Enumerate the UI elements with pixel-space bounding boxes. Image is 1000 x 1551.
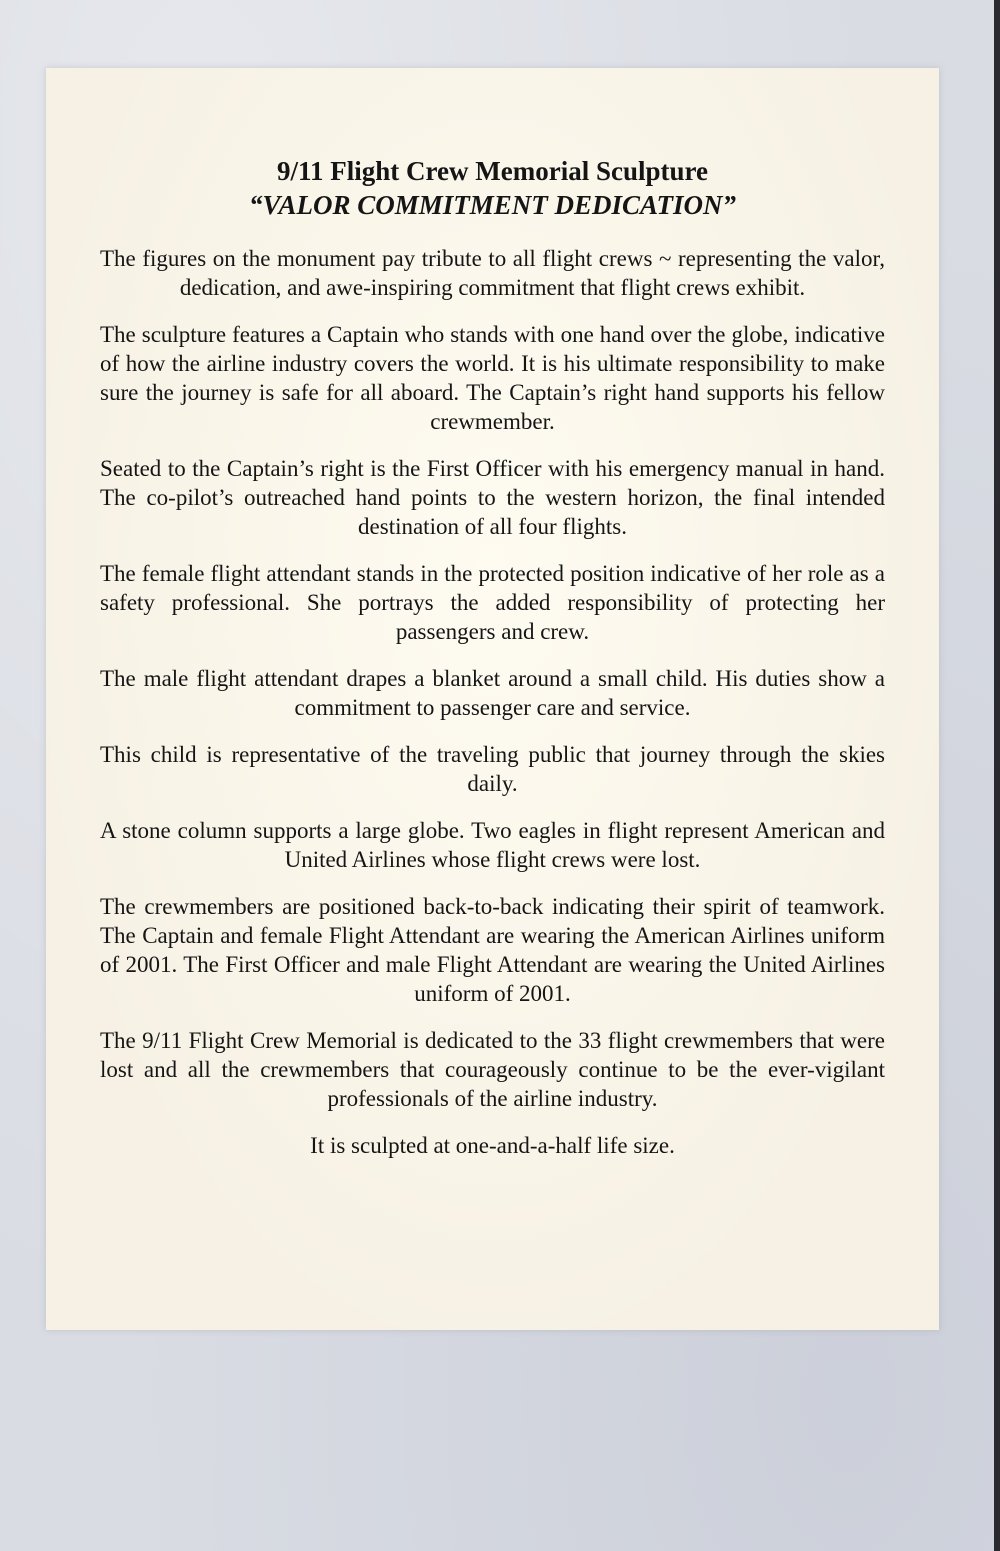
paragraph-first-officer: Seated to the Captain’s right is the First Officer with his emergency manual in hand. The co-pilot’s outreached hand points to the western horizon, the final intended destination of all four flights. xyxy=(100,456,885,539)
paragraph-child: This child is representative of the traveling public that journey through the skies daily. xyxy=(100,742,885,796)
paragraph-female-attendant: The female flight attendant stands in the protected position indicative of her role as a safety professional. She portrays the added responsibility of protecting her passengers and crew. xyxy=(100,561,885,644)
paragraph-male-attendant: The male flight attendant drapes a blanket around a small child. His duties show a commitment to passenger care and service. xyxy=(100,666,885,720)
paragraph-scale: It is sculpted at one-and-a-half life size. xyxy=(310,1133,675,1158)
paragraph-captain: The sculpture features a Captain who stands with one hand over the globe, indicative of how the airline industry covers the world. It is his ultimate responsibility to make sure the journey is safe for all aboard. The Captain’s right hand supports his fellow crewmember. xyxy=(100,322,885,434)
paragraph-column-eagles: A stone column supports a large globe. Two eagles in flight represent American and United Airlines whose flight crews were lost. xyxy=(100,818,885,872)
paragraph-tribute: The figures on the monument pay tribute to all flight crews ~ representing the valor, dedication, and awe-inspiring commitment that flight crews exhibit. xyxy=(100,246,885,300)
document-subtitle: “VALOR COMMITMENT DEDICATION” xyxy=(248,190,737,220)
memorial-plaque-sheet xyxy=(46,68,939,1330)
scan-edge xyxy=(994,0,1000,1551)
document-title: 9/11 Flight Crew Memorial Sculpture xyxy=(277,156,708,186)
paragraph-dedication: The 9/11 Flight Crew Memorial is dedicated to the 33 flight crewmembers that were lost and all the crewmembers that courageously continue to be the ever-vigilant professionals of the airline industry. xyxy=(100,1028,885,1111)
paragraph-uniforms: The crewmembers are positioned back-to-back indicating their spirit of teamwork. The Captain and female Flight Attendant are wearing the American Airlines uniform of 2001. The First Officer and male Flight Attendant are wearing the United Airlines uniform of 2001. xyxy=(100,894,885,1006)
